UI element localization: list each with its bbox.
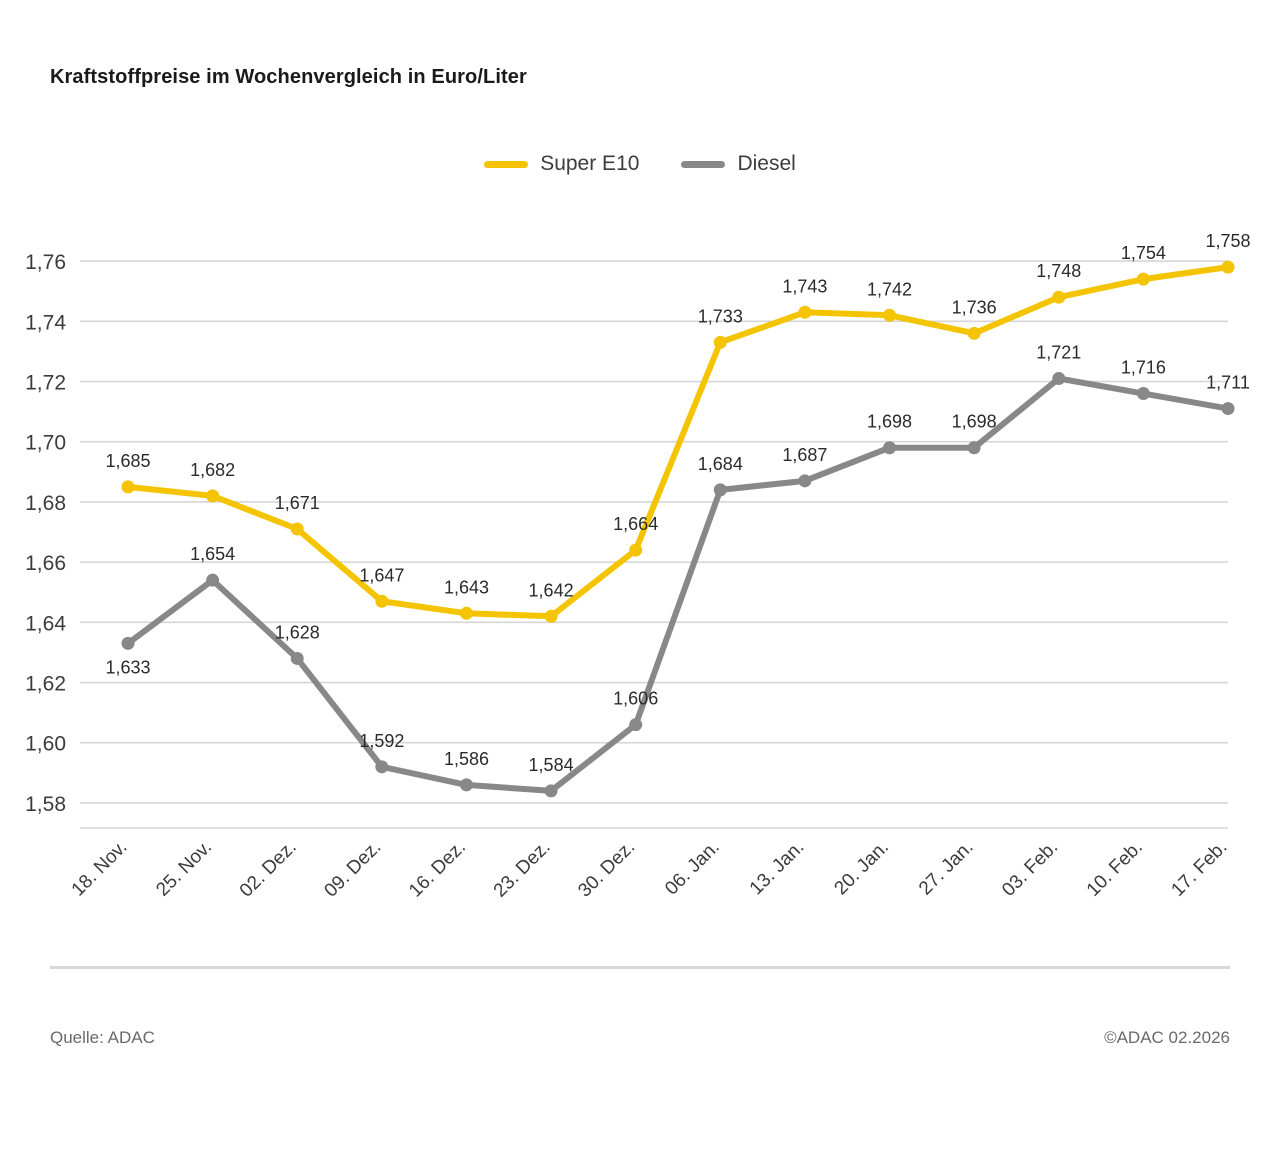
data-point-label: 1,671: [274, 493, 320, 514]
data-point-label: 1,685: [105, 450, 151, 471]
data-point-label: 1,606: [613, 688, 659, 709]
x-axis-tick-label: 27. Jan.: [915, 836, 978, 900]
data-point: [1222, 402, 1235, 415]
data-point-label: 1,633: [105, 657, 151, 678]
data-point: [291, 652, 304, 665]
data-point-label: 1,698: [951, 411, 997, 432]
data-point-label: 1,684: [697, 453, 743, 474]
x-axis-tick-label: 23. Dez.: [489, 836, 555, 902]
data-point-label: 1,647: [359, 565, 405, 586]
data-point: [545, 784, 558, 797]
data-point: [122, 637, 135, 650]
x-axis-tick-label: 18. Nov.: [67, 836, 132, 901]
data-point-label: 1,642: [528, 580, 574, 601]
data-point: [968, 327, 981, 340]
x-axis-tick-label: 30. Dez.: [574, 836, 640, 902]
x-axis-tick-label: 13. Jan.: [745, 836, 809, 900]
data-point: [1137, 387, 1150, 400]
data-point: [122, 480, 135, 493]
data-point-label: 1,758: [1205, 231, 1251, 252]
data-point: [714, 483, 727, 496]
data-point-label: 1,743: [782, 276, 828, 297]
data-point: [460, 778, 473, 791]
data-point: [798, 306, 811, 319]
y-axis-tick-label: 1,68: [25, 491, 66, 515]
page-title: Kraftstoffpreise im Wochenvergleich in Euro/Liter: [50, 66, 527, 88]
y-axis-tick-label: 1,72: [25, 371, 66, 395]
x-axis-tick-label: 02. Dez.: [235, 836, 301, 902]
data-point-label: 1,682: [190, 459, 236, 480]
y-axis-tick-label: 1,58: [25, 792, 66, 816]
x-axis-tick-label: 20. Jan.: [830, 836, 894, 900]
data-point: [206, 489, 219, 502]
data-point-label: 1,654: [190, 544, 236, 565]
data-point-label: 1,628: [274, 622, 320, 643]
x-axis-tick-label: 09. Dez.: [320, 836, 386, 902]
data-point-label: 1,584: [528, 754, 574, 775]
y-axis-tick-label: 1,66: [25, 552, 66, 576]
data-point-label: 1,711: [1206, 372, 1250, 393]
data-point-label: 1,748: [1036, 261, 1082, 282]
x-axis-tick-label: 17. Feb.: [1167, 836, 1232, 901]
data-point-label: 1,643: [443, 577, 489, 598]
data-point: [1052, 372, 1065, 385]
legend-label-super-e10: Super E10: [540, 152, 640, 175]
data-point-label: 1,664: [613, 514, 659, 535]
data-point: [1052, 291, 1065, 304]
data-point-label: 1,592: [359, 730, 405, 751]
copyright-note: ©ADAC 02.2026: [1104, 1028, 1230, 1047]
data-point-label: 1,698: [867, 411, 913, 432]
data-point: [1137, 273, 1150, 286]
data-point: [968, 441, 981, 454]
data-point-label: 1,733: [697, 306, 743, 327]
data-point: [460, 607, 473, 620]
footer-divider: [50, 966, 1230, 969]
y-axis-tick-label: 1,76: [25, 251, 66, 275]
data-point: [206, 574, 219, 587]
y-axis-tick-label: 1,74: [25, 311, 66, 335]
x-axis-tick-label: 10. Feb.: [1082, 836, 1147, 901]
legend-label-diesel: Diesel: [737, 152, 796, 175]
data-point: [714, 336, 727, 349]
data-point-label: 1,586: [443, 748, 489, 769]
data-point: [291, 523, 304, 536]
y-axis-tick-label: 1,62: [25, 672, 66, 696]
data-point: [375, 595, 388, 608]
x-axis-tick-label: 25. Nov.: [152, 836, 217, 901]
data-point-label: 1,742: [867, 279, 913, 300]
y-axis-tick-label: 1,70: [25, 431, 66, 455]
data-point-label: 1,721: [1036, 342, 1082, 363]
source-note: Quelle: ADAC: [50, 1028, 155, 1047]
data-point: [629, 544, 642, 557]
data-point: [883, 309, 896, 322]
data-point-label: 1,716: [1120, 357, 1166, 378]
data-point: [545, 610, 558, 623]
data-point-label: 1,736: [951, 297, 997, 318]
x-axis-tick-label: 06. Jan.: [661, 836, 724, 900]
data-point-label: 1,687: [782, 444, 828, 465]
data-point: [1222, 261, 1235, 274]
data-point-label: 1,754: [1120, 243, 1166, 264]
data-point: [629, 718, 642, 731]
data-point: [798, 474, 811, 487]
x-axis-tick-label: 03. Feb.: [998, 836, 1063, 901]
x-axis-tick-label: 16. Dez.: [405, 836, 470, 902]
y-axis-tick-label: 1,60: [25, 732, 66, 756]
y-axis-tick-label: 1,64: [25, 612, 66, 636]
data-point: [375, 760, 388, 773]
data-point: [883, 441, 896, 454]
